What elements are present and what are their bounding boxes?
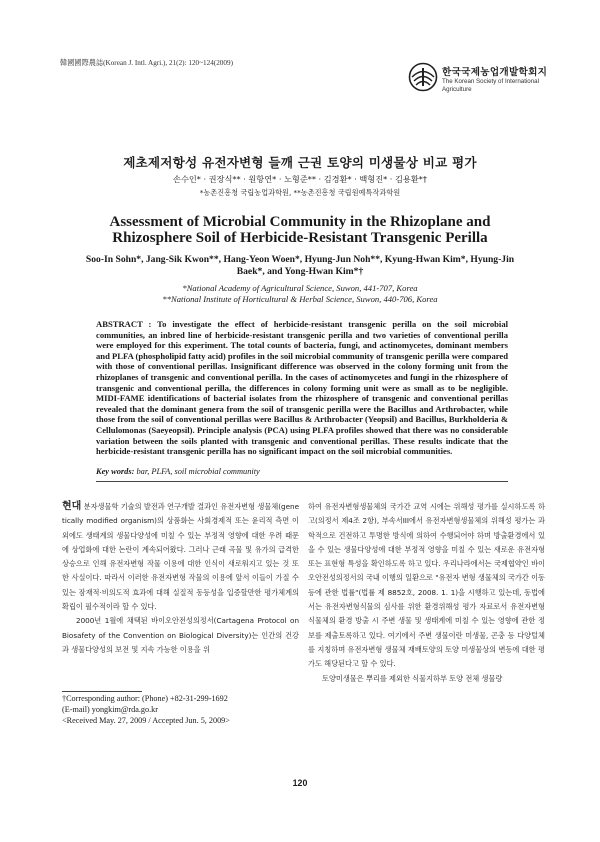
english-authors: Soo-In Sohn*, Jang-Sik Kwon**, Hang-Yeon Woen*, Hyung-Jun Noh**, Kyung-Hwan Kim*, Hyung-Jin Baek*, and Yong-Hwan Kim*† xyxy=(85,254,515,277)
korean-affiliations: *농촌진흥청 국립농업과학원, **농촌진흥청 국립원예특작과학원 xyxy=(199,188,401,197)
body-column-left xyxy=(62,500,299,686)
footnote-divider xyxy=(62,691,142,692)
affiliation-1: *National Academy of Agricultural Science, Suwon, 441-707, Korea xyxy=(182,283,418,293)
keywords xyxy=(96,467,508,476)
body-paragraph: 2000년 1월에 채택된 바이오안전성의정서(Cartagena Protocol on Biosafety of the Convention on Biological Diversity)는 인간의 건강과 생물다양성의 보전 및 지속 가능한 이용을 위 xyxy=(62,616,299,654)
body-lead-word: 현대 xyxy=(62,501,82,512)
english-affiliations xyxy=(80,283,520,305)
body-paragraph: 토양미생물은 뿌리를 제외한 식물지하부 토양 전체 생물량 xyxy=(322,673,503,683)
korean-title: 제초제저항성 유전자변형 들깨 근권 토양의 미생물상 비교 평가 xyxy=(123,155,477,170)
journal-citation: 韓國國際農誌(Korean J. Intl. Agri.), 21(2): 120~124(2009) xyxy=(60,59,233,67)
keywords-values: bar, PLFA, soil microbial community xyxy=(136,467,260,476)
english-title: Assessment of Microbial Community in the Rhizoplane and Rhizosphere Soil of Herbicide-Resistant Transgenic Perilla xyxy=(109,214,491,246)
body-paragraph: 하여 유전자변형생물체의 국가간 교역 시에는 위해성 평가를 실시하도록 하고(의정서 제4조 2항), 부속서III에서 유전자변형생물체의 위해성 평가는 과학적으로 건전하고 투명한 방식에 의하여 수행되어야 하며 방출환경에서 있을 수 있는 생물다양성에 대한 부정적 영향을 미칠 수 있는 새로운 유전자형 또는 표현형 특성을 확인하도록 하고 있다. 우리나라에서는 국제협약인 바이오안전성의정서의 국내 이행의 일환으로 "유전자 변형 생물체의 국가간 이동 등에 관한 법률"(법률 제 8852호, 2008. 1. 1)을 시행하고 있는데, 동법에서는 유전자변형식물의 심사를 위한 환경위해성 평가 자료로서 유전자변형식물체의 환경 방출 시 주변 생물 및 생태계에 미칠 수 있는 영향에 관한 정보를 제출토록하고 있다. 여기에서 주변 생물이란 미생물, 곤충 등 다양털체를 지칭하며 유전자변형 생물체 재배토양의 토양 미생물상의 변동에 대한 평가도 해당된다고 할 수 있다. xyxy=(308,502,545,669)
affiliation-2: **National Institute of Horticultural & Herbal Science, Suwon, 440-706, Korea xyxy=(162,294,438,304)
footnote-email: (E-mail) yongkim@rda.go.kr xyxy=(62,705,158,714)
abstract: ABSTRACT : To investigate the effect of herbicide-resistant transgenic perilla on the soil microbial communities, an inbred line of herbicide-resistant transgenic perilla and two varieties of conventional perilla were employed for this experiment. The total counts of bacteria, fungi, and actinomycetes, dominant members and PLFA (phospholipid fatty acid) profiles in the soil microbial community of transgenic perilla were compared with those of conventional perillas. Insignificant difference was observed in the colony forming unit from the rhizoplanes of transgenic and conventional perilla. In the cases of actinomycetes and fungi in the rhizosphere of transgenic and conventional perilla, the differences in colony forming unit were as small as to be negligible. MIDI-FAME identifications of bacterial isolates from the rhizosphere of transgenic and conventional perillas revealed that the dominant genera from the soil of transgenic perilla were the Bacillus and Arthrobacter, while those from the soil of conventional perillas were Bacillus & Arthrobacter (Yeopsil) and Bacillus, Burkholderia & Cellulomonas (Saeyeopsil). Principle analysis (PCA) using PLFA profiles showed that there was no considerable variation between the soils planted with transgenic and conventional perillas. These results indicate that the herbicide-resistant transgenic perilla has no significant impact on the soil microbial communities. xyxy=(96,319,508,457)
footnote xyxy=(62,693,302,726)
footnote-corresponding: †Corresponding author: (Phone) +82-31-299-1692 xyxy=(62,694,228,703)
body-paragraph: 분자생물학 기술의 발전과 연구개발 결과인 유전자변형 생물체(genetically modified organism)의 상품화는 사회경제적 또는 윤리적 측면 이외에도 생태계의 생물다양성에 미칠 수 있는 부정적 영향에 대한 우려 때문에 상업화에 대한 논란이 계속되어왔다. 그러나 근래 곡물 및 유가의 급격한 상승으로 인해 유전자변형 작물 이용에 대한 인식이 새로워지고 있는 것 또한 사실이다. 따라서 이러한 유전자변형 작물의 이용에 앞서 이들이 가질 수 있는 잠재적·비의도적 효과에 대해 실질적 동등성을 입증할만한 평가체계의 확립이 필수적이라 할 수 있다. xyxy=(62,502,299,612)
page-number: 120 xyxy=(292,778,308,788)
society-name-english: The Korean Society of International Agriculture xyxy=(442,78,539,93)
korean-authors: 손수인* · 권장식** · 원항연* · 노형준** · 김경환* · 백형진* · 김용환*† xyxy=(173,174,427,184)
keywords-label: Key words: xyxy=(96,467,135,476)
section-divider xyxy=(96,481,508,482)
society-name-korean: 한국국제농업개발학회지 xyxy=(442,67,548,78)
society-logo-icon xyxy=(408,62,438,92)
body-column-right xyxy=(308,500,545,813)
footnote-received: <Received May. 27, 2009 / Accepted Jun. 5, 2009> xyxy=(62,716,230,725)
